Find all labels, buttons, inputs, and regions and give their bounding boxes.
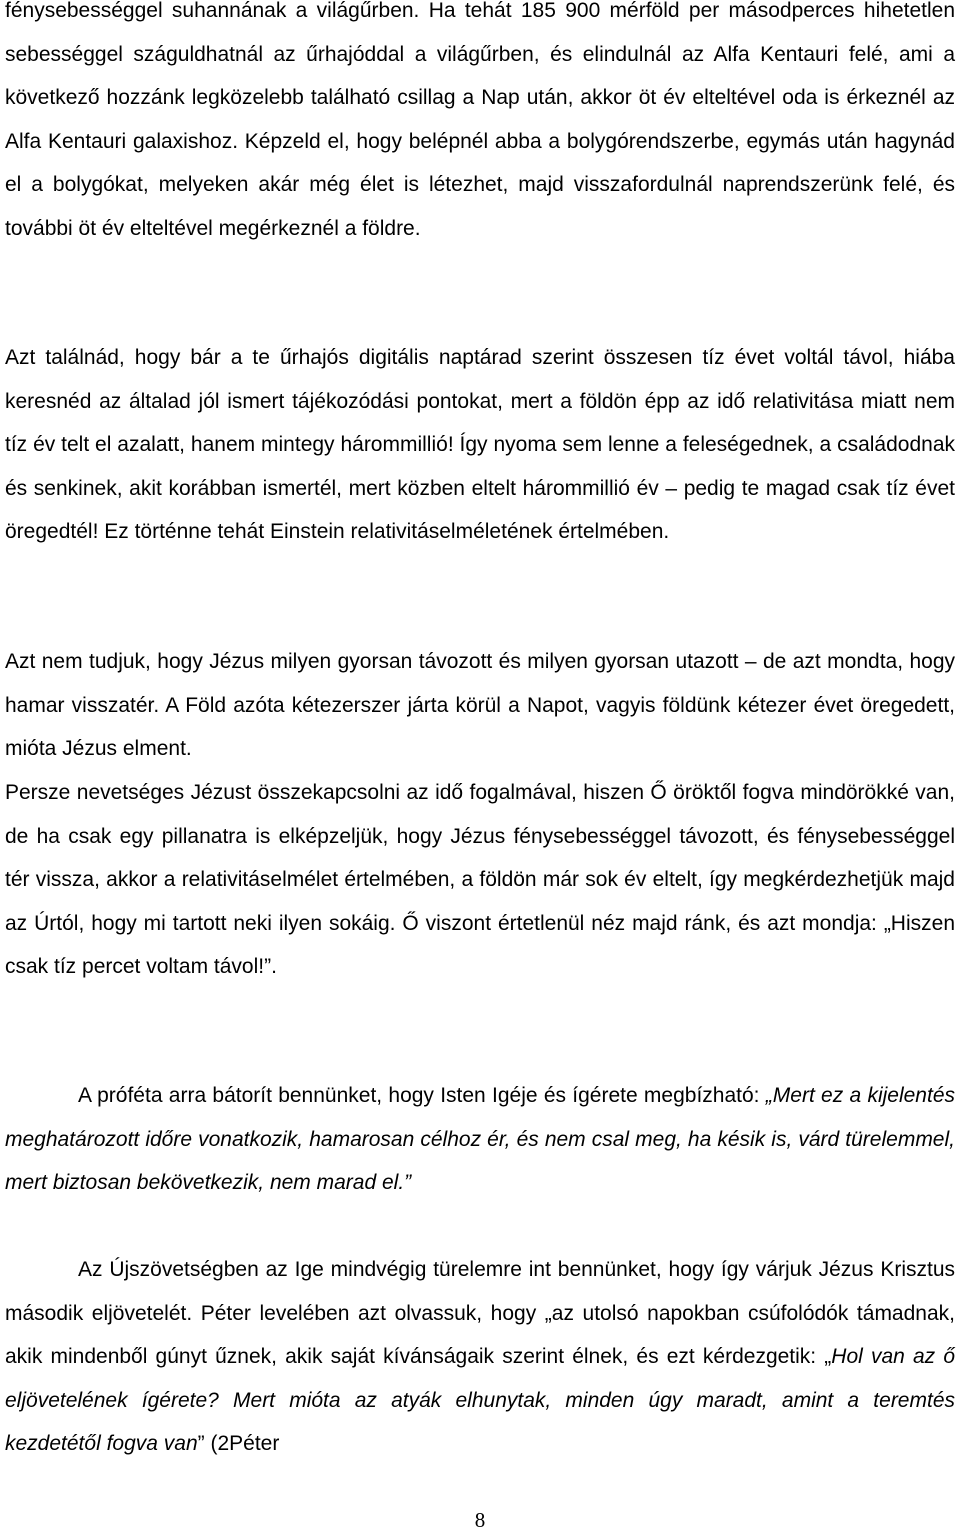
- paragraph-eternity: Persze nevetséges Jézust összekapcsolni az idő fogalmával, hiszen Ő öröktől fogva mindörökké van, de ha csak egy pillanatra is elképzeljük, hogy Jézus fénysebességgel távozott, és fénysebességgel tér vissza, akkor a relativitáselmélet értelmében, a földön már sok év eltelt, így megkérdezhetjük majd az Úrtól, hogy mi tartott neki ilyen sokáig. Ő viszont értetlenül néz majd ránk, és azt mondja: „Hiszen csak tíz percet voltam távol!”.: [5, 781, 955, 978]
- peter-reference-text: ” (2Péter: [197, 1432, 280, 1455]
- paragraph-jesus-return: Azt nem tudjuk, hogy Jézus milyen gyorsan távozott és milyen gyorsan utazott – de azt mondta, hogy hamar visszatér. A Föld azóta kétezerszer járta körül a Napot, vagyis földünk kétezer évet öregedett, mióta Jézus elment.: [5, 650, 955, 760]
- document-page: [5, 0, 955, 1537]
- prophet-quote-text: „Mert ez a kijelentés meghatározott időre vonatkozik, hamarosan célhoz ér, és nem csal meg, ha késik is, várd türelemmel, mert biztosan bekövetkezik, nem marad el.”: [5, 1084, 955, 1194]
- paragraph-new-testament: [5, 1248, 955, 1466]
- prophet-intro-text: A próféta arra bátorít bennünket, hogy Isten Igéje és ígérete megbízható:: [78, 1084, 766, 1107]
- peter-quote-text: Hol van az ő eljövetelének ígérete? Mert mióta az atyák elhunytak, minden úgy maradt, amint a teremtés kezdetétől fogva van: [5, 1345, 955, 1455]
- page-number: 8: [474, 1508, 486, 1532]
- paragraph-prophet: [5, 1074, 955, 1205]
- new-testament-intro-text: Az Újszövetségben az Ige mindvégig türelemre int bennünket, hogy így várjuk Jézus Krisztus második eljövetelét. Péter levelében azt olvassuk, hogy „az utolsó napokban csúfolódók támadnak, akik mindenből gúnyt űznek, akik saját kívánságaik szerint élnek, és ezt kérdezgetik: „: [5, 1258, 955, 1368]
- paragraph-space-travel: fénysebességgel suhannának a világűrben. Ha tehát 185 900 mérföld per másodperces hihetetlen sebességgel száguldhatnál az űrhajóddal a világűrben, és elindulnál az Alfa Kentauri felé, ami a következő hozzánk legközelebb található csillag a Nap után, akkor öt év elteltével oda is érkeznél az Alfa Kentauri galaxishoz. Képzeld el, hogy belépnél abba a bolygórendszerbe, egymás után hagynád el a bolygókat, melyeken akár még élet is létezhet, majd visszafordulnál naprendszerünk felé, és további öt év elteltével megérkeznél a földre.: [5, 0, 955, 240]
- paragraph-relativity: Azt találnád, hogy bár a te űrhajós digitális naptárad szerint összesen tíz évet voltál távol, hiába keresnéd az általad jól ismert tájékozódási pontokat, mert a földön épp az idő relativitása miatt nem tíz év telt el azalatt, hanem mintegy hárommillió! Így nyoma sem lenne a feleségednek, a családodnak és senkinek, akit korábban ismertél, mert közben eltelt hárommillió év – pedig te magad csak tíz évet öregedtél! Ez történne tehát Einstein relativitáselméletének értelmében.: [5, 346, 955, 543]
